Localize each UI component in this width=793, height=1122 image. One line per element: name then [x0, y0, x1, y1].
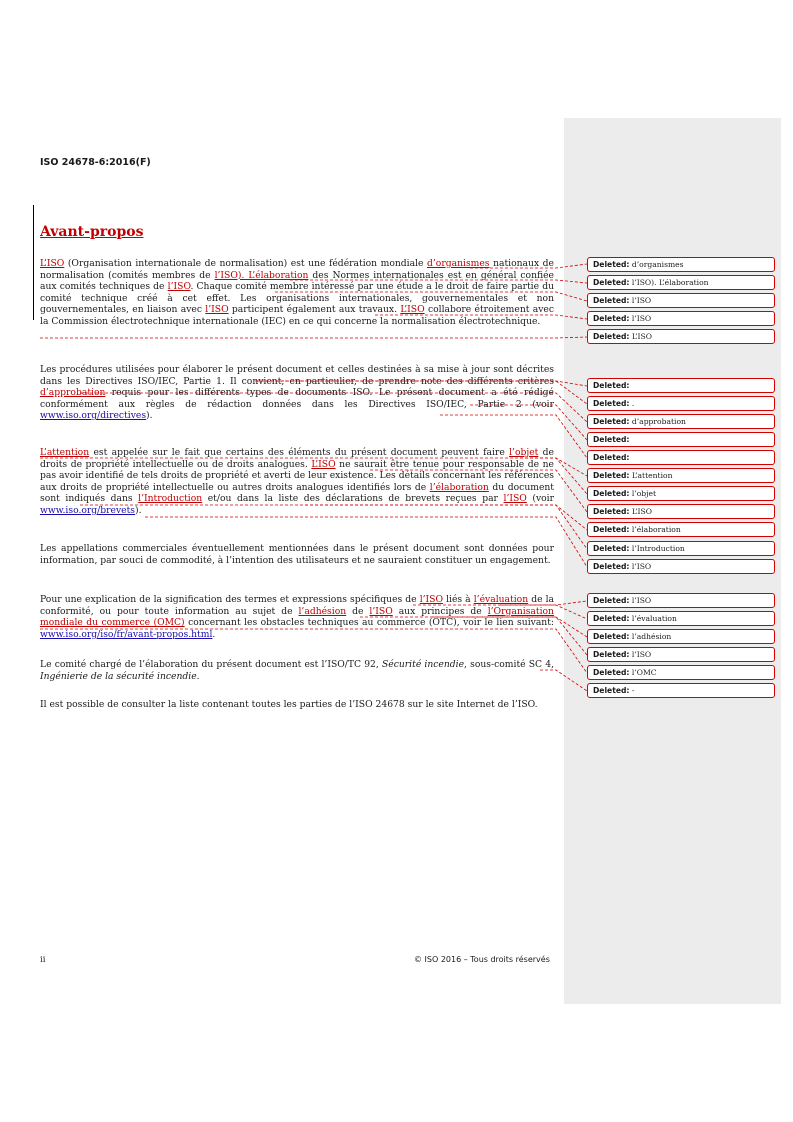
insertion: l’ISO). L’élaboration	[214, 269, 309, 281]
leader-line	[520, 458, 587, 494]
comment-deleted[interactable]	[587, 683, 775, 698]
comment-deleted[interactable]	[587, 665, 775, 680]
comment-deleted[interactable]	[587, 414, 775, 429]
comment-label: Deleted:	[593, 525, 630, 534]
text-run: des Normes internationales est en général confiée aux comités techniques de	[40, 269, 554, 293]
leader-line	[80, 505, 587, 530]
insertion: l’objet	[509, 447, 539, 458]
text-run: , sous-comité SC 4,	[464, 659, 554, 670]
leader-line	[432, 617, 587, 655]
comment-text: .	[631, 399, 635, 408]
avant-propos-link[interactable]: www.iso.org/iso/fr/avant-propos.html	[40, 628, 213, 640]
leader-line	[256, 381, 587, 404]
comment-text: L’ISO	[631, 332, 652, 341]
comment-label: Deleted:	[593, 435, 630, 444]
comment-text: l’élaboration	[631, 525, 681, 534]
leader-line	[305, 505, 587, 549]
copyright-notice: © ISO 2016 – Tous droits réservés	[414, 955, 550, 964]
comment-text: l’adhésion	[631, 632, 672, 641]
text-run: collabore étroitement avec la Commission électrotechnique internationale (IEC) en ce qui concerne la normalisation électrotechnique.	[40, 304, 554, 327]
comment-deleted[interactable]	[587, 611, 775, 626]
comment-label: Deleted:	[593, 381, 630, 390]
comment-deleted[interactable]	[587, 541, 775, 556]
comment-deleted[interactable]	[587, 275, 775, 290]
comment-text: l’ISO	[631, 296, 652, 305]
page-number: ii	[40, 955, 46, 965]
leader-line	[470, 405, 587, 440]
comment-deleted[interactable]	[587, 378, 775, 393]
comment-text: l’OMC	[631, 668, 657, 677]
comment-label: Deleted:	[593, 399, 630, 408]
comment-label: Deleted:	[593, 260, 630, 269]
leader-line	[290, 280, 587, 283]
comment-deleted[interactable]	[587, 311, 775, 326]
comment-label: Deleted:	[593, 632, 630, 641]
comment-label: Deleted:	[593, 650, 630, 659]
comment-deleted[interactable]	[587, 593, 775, 608]
leader-line	[360, 617, 587, 637]
text-run: de la conformité, ou pour toute information au sujet de	[40, 594, 554, 617]
comment-deleted[interactable]	[587, 504, 775, 519]
insertion: L’ISO	[400, 304, 425, 316]
comment-text: L’ISO	[631, 507, 652, 516]
insertion: l’ISO	[205, 304, 229, 316]
comment-label: Deleted:	[593, 489, 630, 498]
text-run: (voir	[526, 493, 555, 505]
brevets-link[interactable]: www.iso.org/brevets	[40, 504, 136, 516]
comment-text: -	[631, 686, 635, 695]
insertion: l’ISO	[369, 605, 393, 617]
comment-label: Deleted:	[593, 544, 630, 553]
comment-label: Deleted:	[593, 614, 630, 623]
leader-line	[275, 292, 587, 301]
comment-text: l’ISO	[631, 650, 652, 659]
document-id: ISO 24678-6:2016(F)	[40, 157, 151, 168]
comment-label: Deleted:	[593, 296, 630, 305]
text-run: de	[346, 605, 370, 617]
comment-label: Deleted:	[593, 278, 630, 287]
leader-line	[540, 670, 587, 691]
text-run: et/ou dans la liste des déclarations de brevets reçues par	[202, 493, 504, 505]
comment-label: Deleted:	[593, 507, 630, 516]
comment-deleted[interactable]	[587, 432, 775, 447]
insertion: l’évaluation	[473, 594, 529, 605]
leader-line	[375, 315, 587, 319]
text-run: Pour une explication de la signification des termes et expressions spécifiques de	[40, 594, 420, 605]
insertion: L’attention	[40, 447, 90, 458]
insertion: l’élaboration	[429, 481, 489, 493]
page-title: Avant-propos	[40, 224, 144, 240]
text-run: de droits de propriété intellectuelle ou de droits analogues.	[40, 447, 554, 470]
comment-deleted[interactable]	[587, 468, 775, 483]
text-run: ne saurait être tenue pour responsable de ne pas avoir identifié de tels droits de propriété et averti de leur existence. Les détails concernant les références aux droits de propriété intellectuelle ou autres droits analogues identifiés lors de	[40, 458, 554, 493]
leader-line	[413, 601, 587, 605]
committee-title: Sécurité incendie	[382, 659, 465, 670]
leader-line	[40, 629, 587, 673]
comment-label: Deleted:	[593, 417, 630, 426]
text-run: du document sont indiqués dans	[40, 481, 554, 505]
text-run: Les procédures utilisées pour élaborer le présent document et celles destinées à sa mise à jour sont décrites dans les Directives ISO/IEC, Partie 1. Il convient, en particulier, de prendre note des différents critères	[40, 364, 554, 387]
comment-label: Deleted:	[593, 686, 630, 695]
comment-text: l’ISO	[631, 314, 652, 323]
comment-text: l’Introduction	[631, 544, 685, 553]
comment-deleted[interactable]	[587, 486, 775, 501]
comment-label: Deleted:	[593, 453, 630, 462]
text-run: requis pour les différents types de documents ISO. Le présent document a été rédigé conformément aux règles de rédaction données dans les Directives ISO/IEC, Partie 2 (voir	[40, 387, 554, 410]
comment-text: L’attention	[631, 471, 673, 480]
comment-deleted[interactable]	[587, 647, 775, 662]
comment-text: l’ISO	[631, 596, 652, 605]
text-run: . Chaque comité membre intéressé par une étude a le droit de faire partie du comité technique créé à cet effet. Les organisations internationales, gouvernementales et non gouvernementales, en liaison avec	[40, 281, 555, 316]
text-run: aux principes de	[392, 605, 488, 617]
comment-deleted[interactable]	[587, 329, 775, 344]
text-run: Les appellations commerciales éventuellement mentionnées dans le présent document sont données pour information, par souci de commodité, à l’intention des utilisateurs et ne sauraient constituer un engagement.	[40, 543, 554, 566]
comment-label: Deleted:	[593, 314, 630, 323]
insertion: L’ISO	[311, 458, 336, 470]
insertion: L’ISO	[40, 258, 65, 269]
insertion: l’ISO	[167, 281, 191, 293]
insertion: l’Introduction	[138, 493, 203, 505]
insertion: d’organismes	[427, 258, 490, 269]
text-run: .	[212, 628, 216, 640]
leader-line	[80, 393, 587, 422]
text-run: nationaux de normalisation (comités membres de	[40, 258, 554, 281]
leader-line	[470, 264, 587, 268]
insertion: l’ISO	[419, 594, 444, 605]
leader-line	[370, 470, 587, 512]
text-run: participent également aux travaux.	[228, 304, 401, 316]
text-run: (Organisation internationale de normalisation) est une fédération mondiale	[64, 258, 427, 269]
comment-deleted[interactable]	[587, 522, 775, 537]
leader-line	[40, 337, 587, 338]
comment-deleted[interactable]	[587, 450, 775, 465]
comment-text: l’ISO). L’élaboration	[631, 278, 709, 287]
subcommittee-title: Ingénierie de la sécurité incendie	[40, 670, 197, 682]
text-run: concernant les obstacles techniques au commerce (OTC), voir le lien suivant:	[184, 617, 555, 629]
comment-text: l’évaluation	[631, 614, 677, 623]
insertion: d’approbation	[40, 387, 106, 399]
comment-label: Deleted:	[593, 562, 630, 571]
comment-label: Deleted:	[593, 471, 630, 480]
comment-text: l’objet	[631, 489, 657, 498]
comment-label: Deleted:	[593, 596, 630, 605]
leader-line	[145, 517, 587, 567]
text-run: ).	[146, 410, 153, 422]
leader-line	[255, 381, 587, 386]
comment-deleted[interactable]	[587, 559, 775, 574]
text-run: Le comité chargé de l’élaboration du présent document est l’ISO/TC 92,	[40, 659, 382, 670]
comment-deleted[interactable]	[587, 396, 775, 411]
insertion: l’ISO	[503, 493, 527, 505]
directives-link[interactable]: www.iso.org/directives	[40, 410, 147, 422]
leader-line	[40, 458, 587, 476]
comment-deleted[interactable]	[587, 257, 775, 272]
text-run: .	[196, 670, 200, 682]
comment-text: d’organismes	[631, 260, 684, 269]
comment-text: d’approbation	[631, 417, 686, 426]
insertion: l’adhésion	[298, 605, 347, 617]
comment-label: Deleted:	[593, 668, 630, 677]
text-run: est appelée sur le fait que certains des éléments du présent document peuvent faire	[89, 447, 510, 458]
text-run: Il est possible de consulter la liste contenant toutes les parties de l’ISO 24678 sur le site Internet de l’ISO.	[40, 699, 538, 710]
leader-line	[440, 415, 587, 458]
comment-text: l’ISO	[631, 562, 652, 571]
text-run: liés à	[443, 594, 474, 605]
comment-deleted[interactable]	[587, 629, 775, 644]
comment-deleted[interactable]	[587, 293, 775, 308]
comment-label: Deleted:	[593, 332, 630, 341]
insertion: l’Organisation mondiale du commerce (OMC)	[40, 605, 554, 629]
text-run: ).	[135, 504, 142, 516]
